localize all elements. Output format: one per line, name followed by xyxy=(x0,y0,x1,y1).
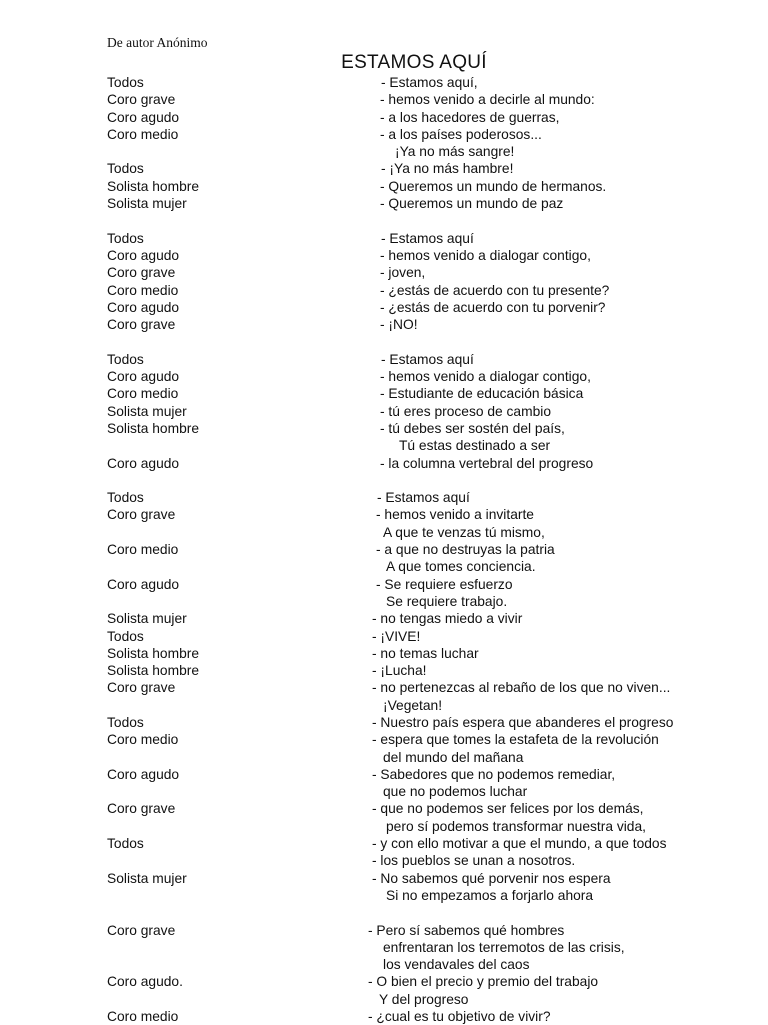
verse-line: - y con ello motivar a que el mundo, a que todos xyxy=(372,836,667,852)
script-row xyxy=(107,662,757,679)
script-row xyxy=(107,973,757,990)
speaker-name: Todos xyxy=(107,351,144,367)
script-row xyxy=(107,576,757,593)
script-row xyxy=(107,956,757,973)
speaker-name: Coro agudo xyxy=(107,576,180,592)
speaker-name: Coro agudo xyxy=(107,299,180,315)
speaker-name: Coro medio xyxy=(107,126,179,142)
speaker-name: Coro grave xyxy=(107,801,176,817)
script-row xyxy=(107,870,757,887)
stanza-gap xyxy=(107,333,757,350)
verse-line: - a los países poderosos... xyxy=(380,126,542,142)
speaker-name: Coro medio xyxy=(107,732,179,748)
speaker-name: Solista mujer xyxy=(107,403,187,419)
verse-line: Se requiere trabajo. xyxy=(386,593,508,609)
speaker-name: Coro agudo xyxy=(107,455,180,471)
script-row xyxy=(107,749,757,766)
verse-line: - hemos venido a dialogar contigo, xyxy=(380,247,591,263)
speaker-name: Todos xyxy=(107,836,144,852)
speaker-name: Coro agudo xyxy=(107,109,180,125)
script-row xyxy=(107,628,757,645)
speaker-name: Coro grave xyxy=(107,317,176,333)
verse-line: - a los hacedores de guerras, xyxy=(380,109,560,125)
script-row xyxy=(107,922,757,939)
speaker-name: Solista hombre xyxy=(107,178,200,194)
script-row xyxy=(107,247,757,264)
speaker-name: Coro grave xyxy=(107,92,176,108)
verse-line: - Estamos aquí, xyxy=(381,75,478,90)
script-row xyxy=(107,818,757,835)
script-row xyxy=(107,143,757,160)
script-row xyxy=(107,264,757,281)
script-row xyxy=(107,558,757,575)
verse-line: - Queremos un mundo de hermanos. xyxy=(380,178,607,194)
poem-title: ESTAMOS AQUÍ xyxy=(341,52,487,73)
script-row xyxy=(107,126,757,143)
script-row xyxy=(107,437,757,454)
verse-line: - No sabemos qué porvenir nos espera xyxy=(372,870,611,886)
script-row xyxy=(107,403,757,420)
verse-line: - ¿estás de acuerdo con tu porvenir? xyxy=(380,299,606,315)
verse-line: enfrentaran los terremotos de las crisis, xyxy=(383,939,625,955)
speaker-name: Solista hombre xyxy=(107,663,200,679)
speaker-name: Coro medio xyxy=(107,282,179,298)
script-row xyxy=(107,731,757,748)
speaker-name: Coro agudo xyxy=(107,766,180,782)
verse-line: Y del progreso xyxy=(379,991,469,1007)
speaker-name: Coro agudo xyxy=(107,369,180,385)
script-row xyxy=(107,299,757,316)
verse-line: - Estamos aquí xyxy=(377,490,470,506)
script-row xyxy=(107,714,757,731)
speaker-name: Coro grave xyxy=(107,265,176,281)
script-row xyxy=(107,368,757,385)
speaker-name: Todos xyxy=(107,628,144,644)
verse-line: - Estamos aquí xyxy=(381,351,474,367)
verse-line: - hemos venido a dialogar contigo, xyxy=(380,369,591,385)
script-row xyxy=(107,852,757,869)
stanza-gap xyxy=(107,904,757,921)
verse-line: - joven, xyxy=(380,265,426,281)
verse-line: - ¡Lucha! xyxy=(372,663,427,679)
speaker-name: Coro grave xyxy=(107,680,176,696)
speaker-name: Todos xyxy=(107,230,144,246)
script-row xyxy=(107,230,757,247)
script-row xyxy=(107,195,757,212)
verse-line: - Se requiere esfuerzo xyxy=(376,576,513,592)
speaker-name: Coro agudo xyxy=(107,247,180,263)
verse-line: - no pertenezcas al rebaño de los que no viven... xyxy=(372,680,671,696)
verse-line: pero sí podemos transformar nuestra vida, xyxy=(386,818,646,834)
script-row xyxy=(107,800,757,817)
script-row xyxy=(107,697,757,714)
speaker-name: Coro grave xyxy=(107,922,176,938)
speaker-name: Coro grave xyxy=(107,507,176,523)
poem-script xyxy=(107,74,757,1025)
script-row xyxy=(107,645,757,662)
verse-line: - ¡VIVE! xyxy=(372,628,421,644)
verse-line: A que te venzas tú mismo, xyxy=(383,524,545,540)
speaker-name: Todos xyxy=(107,490,144,506)
script-row xyxy=(107,783,757,800)
script-row xyxy=(107,91,757,108)
verse-line: - tú debes ser sostén del país, xyxy=(380,420,565,436)
verse-line: del mundo del mañana xyxy=(383,749,524,765)
stanza-gap xyxy=(107,212,757,229)
verse-line: - ¡Ya no más hambre! xyxy=(381,161,514,177)
speaker-name: Todos xyxy=(107,75,144,90)
script-row xyxy=(107,679,757,696)
verse-line: - Queremos un mundo de paz xyxy=(380,196,564,212)
speaker-name: Todos xyxy=(107,161,144,177)
script-row xyxy=(107,835,757,852)
script-row xyxy=(107,385,757,402)
verse-line: - Estudiante de educación básica xyxy=(380,386,584,402)
speaker-name: Solista mujer xyxy=(107,196,187,212)
script-row xyxy=(107,610,757,627)
verse-line: - no temas luchar xyxy=(372,645,479,661)
verse-line: - que no podemos ser felices por los demás, xyxy=(372,801,644,817)
script-row xyxy=(107,939,757,956)
verse-line: - hemos venido a decirle al mundo: xyxy=(380,92,595,108)
verse-line: - ¿estás de acuerdo con tu presente? xyxy=(380,282,610,298)
speaker-name: Coro medio xyxy=(107,386,179,402)
verse-line: - Estamos aquí xyxy=(381,230,474,246)
verse-line: Tú estas destinado a ser xyxy=(399,438,551,454)
verse-line: - a que no destruyas la patria xyxy=(376,542,555,558)
verse-line: ¡Ya no más sangre! xyxy=(395,144,515,160)
script-row xyxy=(107,455,757,472)
speaker-name: Coro agudo. xyxy=(107,974,183,990)
script-row xyxy=(107,351,757,368)
script-row xyxy=(107,1008,757,1025)
script-row xyxy=(107,160,757,177)
verse-line: los vendavales del caos xyxy=(383,957,530,973)
script-row xyxy=(107,524,757,541)
verse-line: - Pero sí sabemos qué hombres xyxy=(368,922,565,938)
script-row xyxy=(107,316,757,333)
script-row xyxy=(107,593,757,610)
verse-line: - espera que tomes la estafeta de la revolución xyxy=(372,732,659,748)
script-row xyxy=(107,109,757,126)
verse-line: Si no empezamos a forjarlo ahora xyxy=(386,887,594,903)
author-line: De autor Anónimo xyxy=(107,35,208,50)
verse-line: - ¡NO! xyxy=(380,317,418,333)
verse-line: ¡Vegetan! xyxy=(383,697,443,713)
script-row xyxy=(107,178,757,195)
speaker-name: Coro medio xyxy=(107,542,179,558)
verse-line: - ¿cual es tu objetivo de vivir? xyxy=(368,1009,551,1025)
script-row xyxy=(107,887,757,904)
verse-line: - Sabedores que no podemos remediar, xyxy=(372,766,616,782)
verse-line: - los pueblos se unan a nosotros. xyxy=(372,853,576,869)
script-row xyxy=(107,506,757,523)
verse-line: - Nuestro país espera que abanderes el progreso xyxy=(372,714,674,730)
script-row xyxy=(107,489,757,506)
script-row xyxy=(107,541,757,558)
verse-line: - no tengas miedo a vivir xyxy=(372,611,523,627)
verse-line: A que tomes conciencia. xyxy=(386,559,536,575)
verse-line: - la columna vertebral del progreso xyxy=(380,455,594,471)
verse-line: - hemos venido a invitarte xyxy=(376,507,534,523)
stanza-gap xyxy=(107,472,757,489)
speaker-name: Coro medio xyxy=(107,1009,179,1025)
speaker-name: Solista mujer xyxy=(107,870,187,886)
speaker-name: Todos xyxy=(107,714,144,730)
speaker-name: Solista hombre xyxy=(107,645,200,661)
script-row xyxy=(107,766,757,783)
script-row xyxy=(107,74,757,91)
speaker-name: Solista mujer xyxy=(107,611,187,627)
script-row xyxy=(107,991,757,1008)
verse-line: - O bien el precio y premio del trabajo xyxy=(368,974,599,990)
verse-line: que no podemos luchar xyxy=(383,784,528,800)
script-row xyxy=(107,420,757,437)
script-row xyxy=(107,282,757,299)
speaker-name: Solista hombre xyxy=(107,420,200,436)
verse-line: - tú eres proceso de cambio xyxy=(380,403,552,419)
